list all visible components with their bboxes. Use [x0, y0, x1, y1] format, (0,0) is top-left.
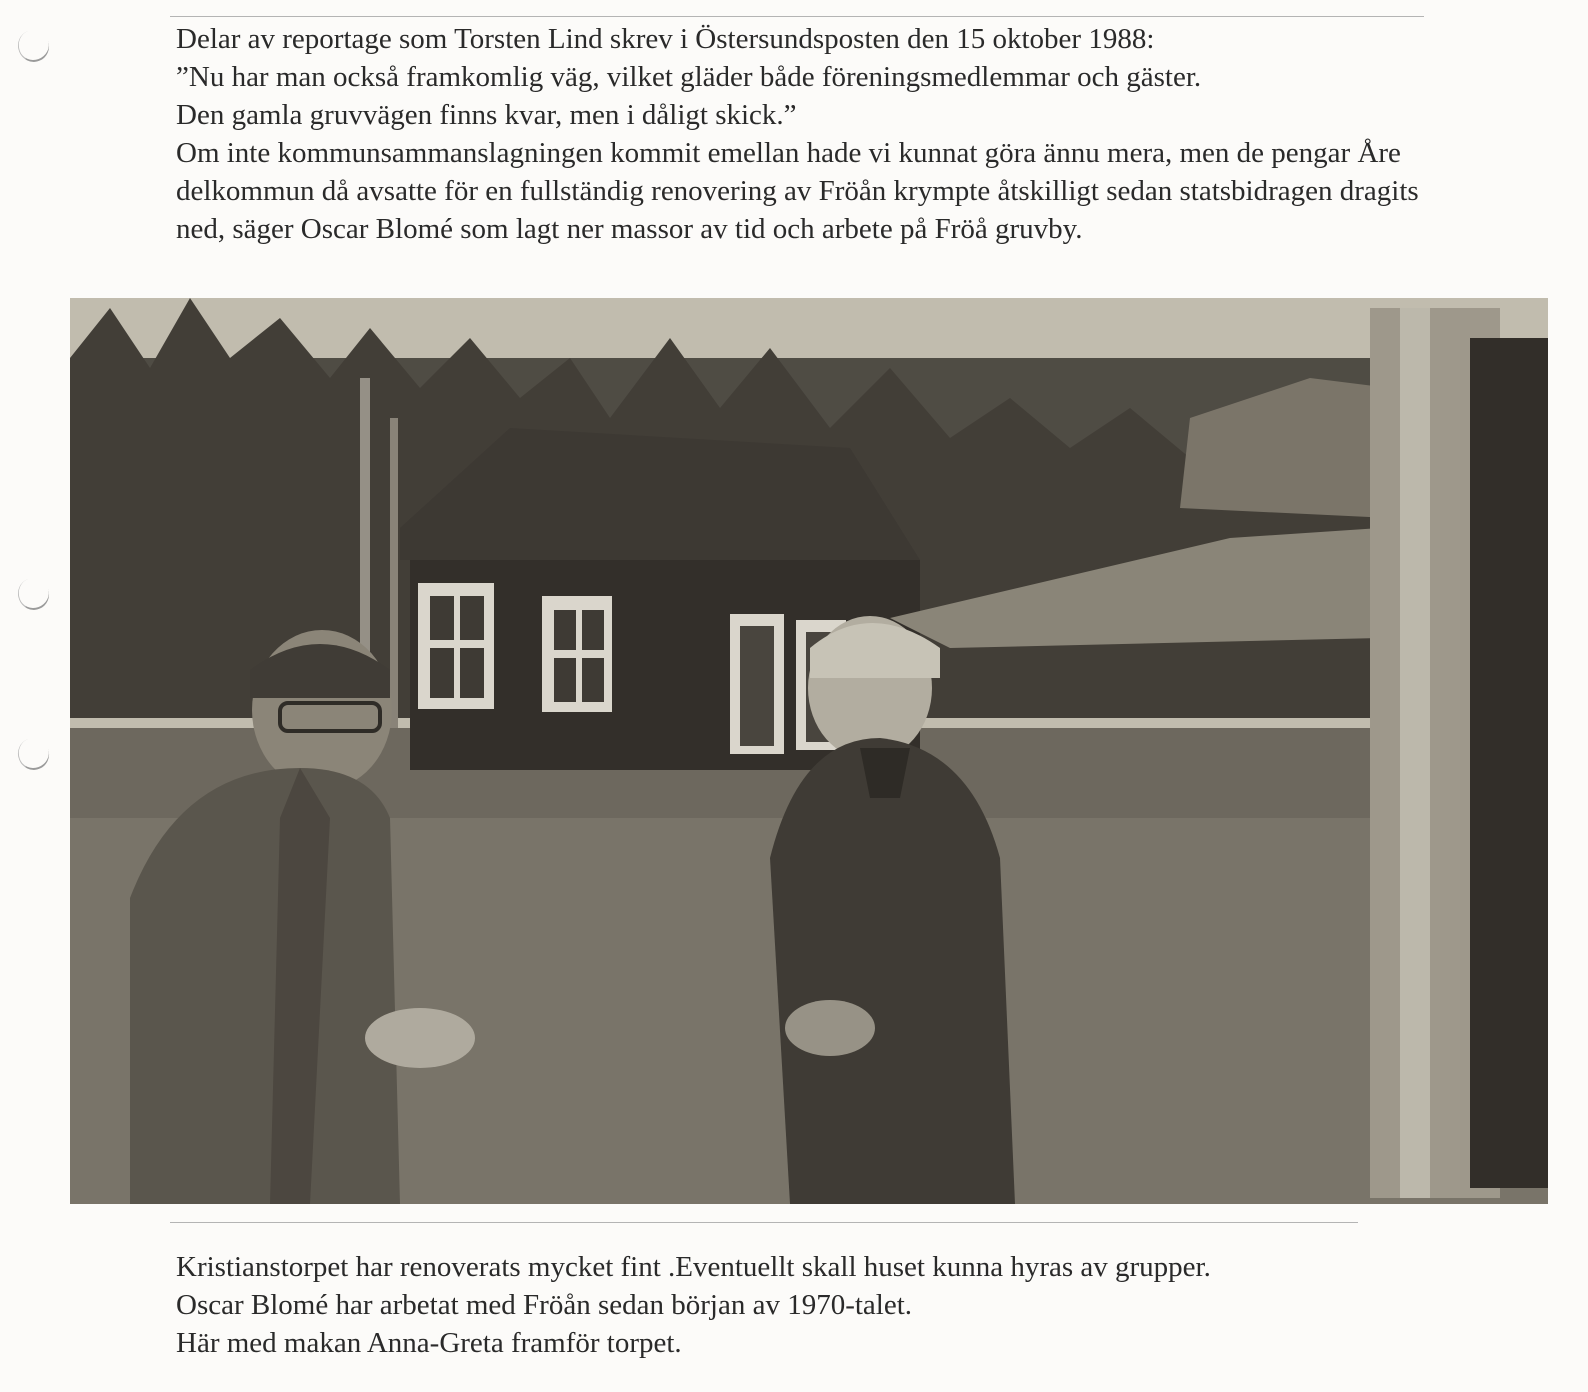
top-rule: [170, 16, 1424, 17]
binder-hole-middle: [13, 574, 53, 615]
article-paragraph: Om inte kommunsammanslagningen kommit emellan hade vi kunnat göra ännu mera, men de pengar Åre delkommun då avsatte för en fullständig renovering av Fröån krympte åtskilligt sedan statsbidragen dragits ned, säger Oscar Blomé som lagt ner massor av tid och arbete på Fröå gruvby.: [176, 137, 1419, 245]
newspaper-photo: [70, 298, 1548, 1204]
photo-caption: [176, 1248, 1211, 1362]
article-line-2: ”Nu har man också framkomlig väg, vilket gläder både föreningsmedlemmar och gäster.: [176, 61, 1202, 93]
caption-line-2: Oscar Blomé har arbetat med Fröån sedan början av 1970-talet.: [176, 1289, 913, 1321]
caption-line-1: Kristianstorpet har renoverats mycket fint .Eventuellt skall huset kunna hyras av grupper.: [176, 1251, 1211, 1283]
article-line-1: Delar av reportage som Torsten Lind skrev i Östersundsposten den 15 oktober 1988:: [176, 23, 1155, 55]
photo-illustration: [70, 298, 1548, 1204]
caption-rule: [170, 1222, 1358, 1223]
binder-hole-top: [13, 26, 53, 67]
caption-line-3: Här med makan Anna-Greta framför torpet.: [176, 1327, 682, 1359]
binder-hole-bottom: [13, 734, 53, 775]
article-line-3: Den gamla gruvvägen finns kvar, men i dåligt skick.”: [176, 99, 797, 131]
article-text: [176, 20, 1466, 248]
